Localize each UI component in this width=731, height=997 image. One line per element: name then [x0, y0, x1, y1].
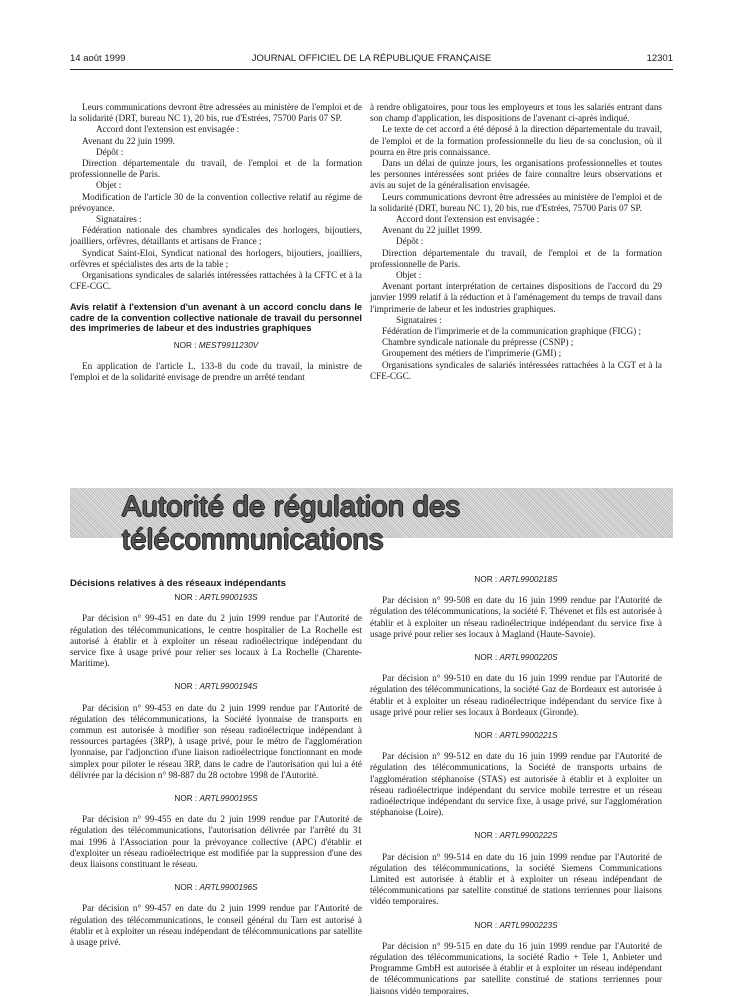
nor-code: ARTL9900218S — [499, 575, 558, 584]
paragraph: Leurs communications devront être adressées au ministère de l'emploi et de la solidarité (DRT, bureau NC 1), 20 bis, rue d'Estrées, 75700 Paris 07 SP. — [70, 102, 362, 124]
paragraph: Avenant du 22 juin 1999. — [82, 135, 175, 146]
paragraph-heading: Signataires : — [96, 214, 142, 225]
paragraph: Chambre syndicale nationale du prépresse (CSNP) ; — [382, 337, 574, 348]
paragraph: Modification de l'article 30 de la convention collective relatif au régime de prévoyance. — [70, 191, 362, 213]
decision-paragraph: Par décision n° 99-514 en date du 16 juin 1999 rendue par l'Autorité de régulation des télécommunications, la société Siemens Communications Limited est autorisée à établir et à exploiter un réseau indépendant de télécommunications par satellite constitué de stations terriennes pour liaisons vidéo temporaires. — [370, 851, 662, 907]
top-left-column — [70, 102, 362, 384]
decision-paragraph: Par décision n° 99-453 en date du 2 juin 1999 rendue par l'Autorité de régulation des télécommunications, la Société lyonnaise de transports en commun est autorisée à modifier son réseau radioélectrique indépendant à ressources partagées (3RP), à usage privé, pour le métro de l'agglomération lyonnaise, par l'adjonction d'une liaison radioélectrique fonctionnant en mode simplex pour piloter le réseau 3RP, dans le cadre de l'autorisation qui lui a été délivrée par la décision n° 98-887 du 28 octobre 1998 de l'Autorité. — [70, 702, 362, 780]
paragraph: Le texte de cet accord a été déposé à la direction départementale du travail, de l'emploi et de la formation professionnelle du lieu de sa conclusion, où il pourra en être pris connaissance. — [370, 124, 662, 157]
nor-code: ARTL9900194S — [199, 682, 258, 692]
decision-paragraph: Par décision n° 99-515 en date du 16 juin 1999 rendue par l'Autorité de régulation des télécommunications, la société Radio + Tele 1, Anbieter und Programme GmbH est autorisée à établir et à exploiter un réseau indépendant de télécommunications par satellite constitué de stations terriennes pour liaisons vidéo temporaires. — [370, 940, 662, 996]
paragraph: Direction départementale du travail, de l'emploi et de la formation professionnelle de Paris. — [370, 247, 662, 269]
nor-reference — [370, 920, 662, 931]
section-banner-title: Autorité de régulation des télécommunications — [122, 491, 461, 556]
nor-label: NOR : — [174, 593, 198, 603]
paragraph: Dans un délai de quinze jours, les organisations professionnelles et toutes les personnes intéressées sont priées de faire connaître leurs observations et avis au sujet de la généralisation envisagée. — [370, 158, 662, 191]
paragraph: Leurs communications devront être adressées au ministère de l'emploi et de la solidarité (DRT, bureau NC 1), 20 bis, rue d'Estrées, 75700 Paris 07 SP. — [370, 191, 662, 213]
nor-code: ARTL9900195S — [199, 794, 258, 804]
nor-reference — [370, 730, 662, 741]
paragraph: Syndicat Saint-Eloi, Syndicat national des horlogers, bijoutiers, joailliers, orfèvres et spécialistes des arts de la table ; — [70, 247, 362, 269]
decision-paragraph: Par décision n° 99-510 en date du 16 juin 1999 rendue par l'Autorité de régulation des télécommunications, la société Gaz de Bordeaux est autorisée à établir et à exploiter un réseau radioélectrique indépendant du service fixe à usage privé pour relier ses locaux à Bordeaux (Gironde). — [370, 673, 662, 717]
nor-label: NOR : — [174, 794, 198, 804]
nor-reference — [70, 793, 362, 804]
paragraph: Groupement des métiers de l'imprimerie (GMI) ; — [382, 348, 562, 359]
paragraph: Accord dont l'extension est envisagée : — [396, 214, 540, 225]
paragraph-heading: Objet : — [96, 180, 122, 191]
nor-reference — [70, 592, 362, 603]
paragraph: Avenant portant interprétation de certaines dispositions de l'accord du 29 janvier 1999 relatif à la réduction et à l'aménagement du temps de travail dans l'imprimerie de labeur et les industries graphiques. — [370, 281, 662, 314]
paragraph: En application de l'article L. 133-8 du code du travail, la ministre de l'emploi et de la solidarité envisage de prendre un arrêté tendant — [70, 361, 362, 383]
nor-code: ARTL9900222S — [499, 831, 558, 841]
paragraph: Avenant du 22 juillet 1999. — [382, 225, 483, 236]
header-page-number: 12301 — [646, 53, 673, 64]
running-header — [70, 53, 673, 67]
paragraph-heading: Signataires : — [396, 314, 442, 325]
nor-code: ARTL9900220S — [499, 653, 558, 663]
nor-reference — [370, 574, 662, 585]
decision-paragraph: Par décision n° 99-508 en date du 16 juin 1999 rendue par l'Autorité de régulation des télécommunications, la société F. Thévenet et fils est autorisée à établir et à exploiter un réseau radioélectrique indépendant du service fixe à usage privé pour relier ses locaux à Magland (Haute-Savoie). — [370, 595, 662, 639]
nor-label: NOR : — [174, 883, 198, 893]
nor-code: ARTL9900223S — [499, 920, 558, 930]
paragraph: Organisations syndicales de salariés intéressées rattachées à la CFTC et à la CFE-CGC. — [70, 270, 362, 292]
paragraph: à rendre obligatoires, pour tous les employeurs et tous les salariés entrant dans son champ d'application, les dispositions de l'avenant ci-après indiqué. — [370, 102, 662, 124]
header-journal-title: JOURNAL OFFICIEL DE LA RÉPUBLIQUE FRANÇAISE — [251, 53, 492, 64]
paragraph: Fédération nationale des chambres syndicales des horlogers, bijoutiers, joailliers, orfèvres, détaillants et artisans de France ; — [70, 225, 362, 247]
section-banner — [70, 488, 673, 556]
header-date: 14 août 1999 — [70, 53, 126, 64]
nor-label: NOR : — [474, 731, 498, 741]
decision-paragraph: Par décision n° 99-451 en date du 2 juin 1999 rendue par l'Autorité de régulation des télécommunications, le centre hospitalier de La Rochelle est autorisé à établir et à exploiter un réseau radioélectrique indépendant du service fixe à usage privé pour relier ses locaux à La Rochelle (Charente-Maritime). — [70, 613, 362, 669]
paragraph-heading: Dépôt : — [96, 146, 124, 157]
decision-paragraph: Par décision n° 99-512 en date du 16 juin 1999 rendue par l'Autorité de régulation des télécommunications, la Société de transports urbains de l'agglomération stéphanoise (STAS) est autorisée à établir et à exploiter un réseau radioélectrique indépendant du service mobile terrestre et un réseau radioélectrique indépendant du service fixe, à usage privé, sur l'agglomération stéphanoise (Loire). — [370, 751, 662, 818]
paragraph-heading: Dépôt : — [396, 236, 424, 247]
nor-reference — [70, 882, 362, 893]
nor-reference — [370, 652, 662, 663]
nor-label: NOR : — [474, 920, 498, 930]
paragraph: Fédération de l'imprimerie et de la communication graphique (FICG) ; — [382, 326, 642, 337]
nor-label: NOR : — [474, 831, 498, 841]
nor-code: MEST9911230V — [198, 340, 259, 350]
bottom-left-column — [70, 578, 362, 948]
nor-label: NOR : — [474, 653, 498, 663]
nor-code: ARTL9900196S — [199, 883, 258, 893]
section-title: Décisions relatives à des réseaux indépendants — [70, 578, 286, 589]
decision-paragraph: Par décision n° 99-457 en date du 2 juin 1999 rendue par l'Autorité de régulation des télécommunications, le conseil général du Tarn est autorisé à établir et à exploiter un réseau indépendant de télécommunications par satellite à usage privé. — [70, 903, 362, 948]
notice-title: Avis relatif à l'extension d'un avenant à un accord conclu dans le cadre de la convention collective nationale de travail du personnel des imprimeries de labeur et des industries graphiques — [70, 302, 362, 334]
nor-code: ARTL9900221S — [499, 731, 558, 741]
nor-reference — [70, 681, 362, 692]
nor-reference — [70, 340, 362, 351]
decision-paragraph: Par décision n° 99-455 en date du 2 juin 1999 rendue par l'Autorité de régulation des télécommunications, l'autorisation délivrée par l'arrêté du 31 mai 1996 à l'Association pour la prévoyance collective (APC) d'établir et d'exploiter un réseau radioélectrique est modifiée par la suppression d'une des deux liaisons constituant le réseau. — [70, 814, 362, 870]
top-right-column — [370, 102, 662, 382]
header-rule — [70, 69, 673, 70]
paragraph: Accord dont l'extension est envisagée : — [96, 124, 240, 135]
bottom-right-column — [370, 574, 662, 997]
nor-label: NOR : — [174, 682, 198, 692]
nor-reference — [370, 830, 662, 841]
paragraph: Direction départementale du travail, de l'emploi et de la formation professionnelle de Paris. — [70, 158, 362, 180]
paragraph: Organisations syndicales de salariés intéressées rattachées à la CGT et à la CFE-CGC. — [370, 359, 662, 381]
nor-label: NOR : — [474, 575, 498, 584]
paragraph-heading: Objet : — [396, 270, 422, 281]
nor-code: ARTL9900193S — [199, 593, 258, 603]
nor-label: NOR : — [173, 340, 197, 350]
